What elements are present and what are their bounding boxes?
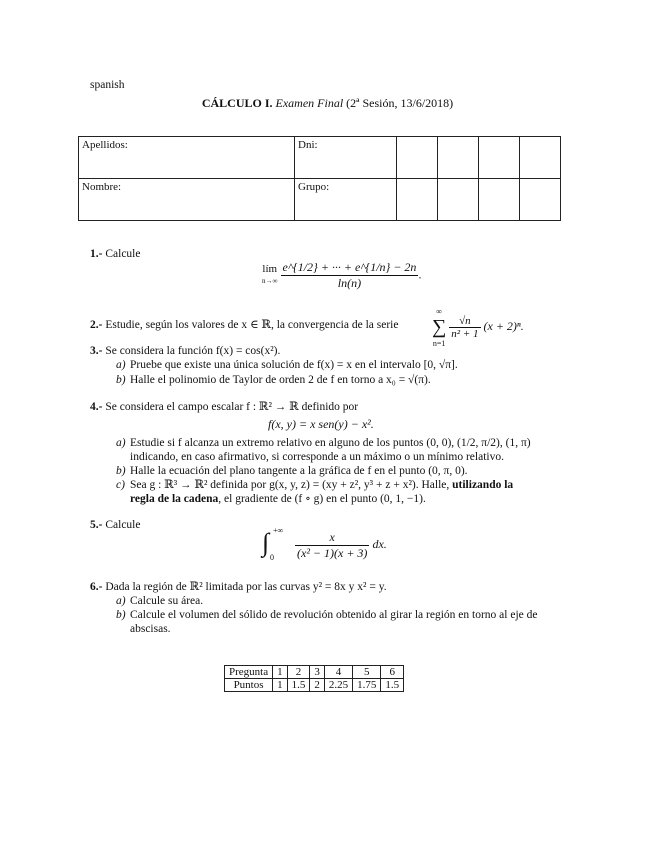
sum-icon: ∑ (432, 316, 447, 338)
score-cell: 1 (273, 666, 288, 679)
dni-box[interactable] (397, 137, 438, 179)
integral-upper: +∞ (273, 526, 284, 535)
grupo-box[interactable] (438, 179, 479, 221)
item-label: c) (116, 479, 125, 491)
question-text: Se considera el campo escalar f : ℝ² → ℝ definido por (105, 401, 359, 413)
series-lower: n=1 (432, 339, 446, 348)
score-cell: 5 (353, 666, 381, 679)
nombre-label: Nombre: (82, 181, 122, 193)
question-text: Se considera la función f(x) = cos(x²). (105, 345, 281, 357)
question-text: Dada la región de ℝ² limitada por las curvas y² = 8x y x² = y. (105, 581, 387, 593)
question-number: 6.- (90, 581, 103, 593)
item-text: indicando, en caso afirmativo, si corresponde a un máximo o un mínimo relativo. (130, 451, 504, 463)
integral-denominator: (x² − 1)(x + 3) (297, 545, 368, 560)
limit-numerator: e^{1/2} + ··· + e^{1/n} − 2n (282, 260, 417, 274)
lim-subscript: n→∞ (262, 277, 278, 285)
question-number: 2.- (90, 319, 103, 331)
title-session: (2ª Sesión, 13/6/2018) (346, 96, 454, 110)
item-text: abscisas. (130, 623, 171, 635)
item-text: Calcule su área. (130, 595, 204, 607)
item-text: Pruebe que existe una única solución de f(x) = x en el intervalo [0, √π]. (130, 359, 458, 371)
question-number: 5.- (90, 519, 103, 531)
score-cell: 2 (310, 679, 325, 692)
question-text: Calcule (105, 519, 141, 531)
student-info-grid (78, 136, 561, 221)
dni-box[interactable] (520, 137, 561, 179)
apellidos-field[interactable] (79, 137, 295, 179)
item-bold-part: utilizando la (452, 479, 514, 491)
question-4 (90, 400, 358, 414)
question-5 (90, 518, 140, 532)
score-row-label: Puntos (225, 679, 273, 692)
title-exam: Examen Final (275, 96, 344, 110)
series-denominator: n² + 1 (451, 327, 479, 340)
item-text-part: , el gradiente de (f ∘ g) en el punto (0, 1, −1). (218, 493, 426, 505)
integral-lower: 0 (270, 553, 274, 562)
dni-box[interactable] (479, 137, 520, 179)
language-tag: spanish (90, 79, 125, 91)
item-text: Halle la ecuación del plano tangente a la gráfica de f en el punto (0, π, 0). (130, 465, 468, 477)
score-row-questions (225, 666, 404, 679)
item-text: Calcule el volumen del sólido de revolución obtenido al girar la región en torno al eje de (130, 609, 538, 621)
series-tail: (x + 2)ⁿ. (483, 318, 524, 333)
score-cell: 1.75 (353, 679, 381, 692)
item-text-part: Sea g : ℝ³ → ℝ² definida por g(x, y, z) = (xy + z², y³ + z + x²). Halle, (130, 479, 450, 491)
item-text: Estudie si f alcanza un extremo relativo en alguno de los puntos (0, 0), (1/2, π/2), (1, π) (130, 437, 531, 449)
series-formula (432, 305, 524, 349)
item-label: a) (116, 437, 126, 449)
limit-formula: lím n→∞ $\frac{e\^{}\{1/2\} + \cdot\cdot\cdot + e\^{}\{1/n\} - 2n}{\ln(n)}$ . (262, 260, 422, 290)
field-formula: f(x, y) = x sen(y) − x². (268, 417, 374, 431)
score-row-points (225, 679, 404, 692)
question-1 (90, 247, 140, 261)
limit-denominator: ln(n) (337, 276, 362, 290)
score-cell: 2 (287, 666, 310, 679)
question-number: 4.- (90, 401, 103, 413)
question-number: 3.- (90, 345, 103, 357)
question-2 (90, 318, 398, 332)
score-cell: 1.5 (381, 679, 404, 692)
apellidos-label: Apellidos: (82, 139, 128, 151)
score-row-label: Pregunta (225, 666, 273, 679)
item-text: Halle el polinomio de Taylor de orden 2 de f en torno a x₀ = √(π). (130, 374, 431, 386)
integral-formula (262, 528, 387, 562)
item-label: b) (116, 609, 126, 621)
grupo-box[interactable] (520, 179, 561, 221)
item-label: b) (116, 465, 126, 477)
grupo-label: Grupo: (298, 181, 330, 193)
title-course: CÁLCULO I. (201, 96, 273, 110)
dni-field[interactable] (295, 137, 397, 179)
exam-title (0, 96, 655, 111)
score-table (224, 665, 404, 692)
integral-icon: ∫ (262, 528, 270, 557)
integral-tail: dx. (372, 536, 387, 551)
question-text: Calcule (105, 248, 141, 260)
dni-label: Dni: (298, 139, 318, 151)
question-3 (90, 344, 280, 358)
item-label: a) (116, 359, 126, 371)
item-label: b) (116, 374, 126, 386)
question-text: Estudie, según los valores de x ∈ ℝ, la convergencia de la serie (105, 319, 399, 331)
nombre-field[interactable] (79, 179, 295, 221)
score-cell: 1 (273, 679, 288, 692)
score-cell: 6 (381, 666, 404, 679)
score-cell: 3 (310, 666, 325, 679)
question-number: 1.- (90, 248, 103, 260)
dni-box[interactable] (438, 137, 479, 179)
item-text (130, 478, 600, 492)
item-label: a) (116, 595, 126, 607)
grupo-box[interactable] (479, 179, 520, 221)
grupo-box[interactable] (397, 179, 438, 221)
grupo-field[interactable] (295, 179, 397, 221)
score-cell: 4 (324, 666, 352, 679)
score-cell: 1.5 (287, 679, 310, 692)
lim-symbol: lím (262, 263, 278, 275)
question-6 (90, 580, 387, 594)
series-numerator: √n (449, 315, 480, 328)
integral-numerator: x (295, 530, 369, 546)
item-text (130, 492, 600, 506)
score-cell: 2.25 (324, 679, 352, 692)
series-upper: ∞ (436, 307, 442, 316)
item-bold-part: regla de la cadena (130, 493, 219, 505)
